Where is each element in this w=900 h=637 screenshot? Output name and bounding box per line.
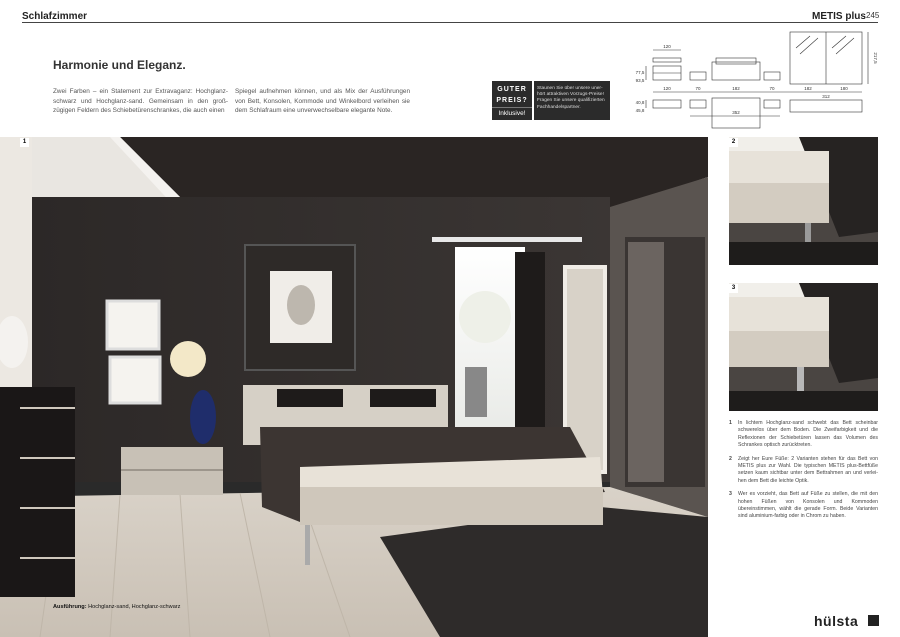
dim-label: 45,8	[635, 108, 645, 113]
caption-text: Zeigt her Eure Füße: 2 Varianten stehen für das Bett von METIS plus zur Wahl. Die typischen METIS plus-Bettfüße setzen kaum sichtbar unter dem Bettrahmen an und verlei-hen dem Bett die leichte Optik.	[738, 455, 878, 484]
dim-label: 70	[769, 86, 775, 91]
caption-text: Wer es vorzieht, das Bett auf Füße zu stellen, die mit den hohen Füßen von Konsolen und Kommoden übereinstimmen, wählt die gerade Form. Beide Varianten sind aluminium-farbig oder in Chrom zu haben.	[738, 491, 878, 520]
detail-photo-2	[729, 137, 878, 265]
technical-drawing	[618, 28, 880, 132]
bed-foot-detail-2	[729, 283, 878, 411]
dim-label: 77,5	[635, 70, 645, 75]
dim-label: 217,5	[873, 52, 878, 64]
intro-column-2: Spiegel aufnehmen können, und als Mix der Ausführungen von Bett, Konsolen, Kommode und Winkelbord verleihen sie dem Schlafraum eine unverwechselbare elegante Note.	[235, 88, 410, 115]
caption-text: In lichtem Hochglanz-sand schwebt das Bett scheinbar schwerelos über dem Boden. Die Zweifarbigkeit und die Reflexionen der Schiebetüren lassen das Volumen des Schrankes optisch zurücktreten.	[738, 420, 878, 449]
execution-note	[53, 604, 180, 610]
caption-item	[729, 456, 878, 486]
caption-number: 1	[729, 420, 732, 426]
page-number: 245	[866, 11, 880, 20]
price-badge	[492, 81, 532, 120]
captions	[729, 420, 878, 527]
bedroom-illustration	[0, 137, 708, 637]
intro-column-1: Zwei Farben – ein Statement zur Extravaganz: Hochglanz-schwarz und Hochglanz-sand. Gemeinsam in den groß-zügigen Feldern des Schiebetürenschrankes, die auch einen	[53, 88, 228, 115]
photo-number: 3	[729, 284, 738, 293]
dim-label: 93,5	[635, 78, 645, 83]
badge-line-1: GUTER	[497, 86, 527, 93]
detail-photo-3	[729, 283, 878, 411]
dim-label: 312	[822, 94, 830, 99]
dim-label: 182	[732, 86, 740, 91]
product-name: METIS plus	[812, 11, 866, 22]
dim-label: 120	[663, 44, 671, 49]
brand-logo-icon	[868, 615, 879, 626]
photo-number: 2	[729, 138, 738, 147]
badge-line-2: PREIS?	[496, 97, 528, 104]
dim-label: 352	[732, 110, 740, 115]
caption-item	[729, 491, 878, 521]
badge-line-3: Inklusive!	[492, 107, 532, 119]
execution-label: Ausführung:	[53, 604, 87, 610]
caption-number: 3	[729, 491, 732, 498]
dim-label: 180	[840, 86, 848, 91]
bed-foot-detail-1	[729, 137, 878, 265]
caption-item	[729, 420, 878, 450]
photo-number: 1	[20, 138, 29, 147]
caption-number: 2	[729, 455, 732, 462]
headline: Harmonie und Eleganz.	[53, 58, 186, 72]
dim-label: 120	[663, 86, 671, 91]
header-rule	[22, 22, 878, 23]
badge-text: Staunen Sie über unsere uner-hört attraktiven Vorzugs-Preise! Fragen Sie unsere qualifizierten Fachhandelspartner.	[534, 81, 610, 120]
dim-label: 40,8	[635, 100, 645, 105]
dim-label: 182	[804, 86, 812, 91]
section-title: Schlafzimmer	[22, 11, 88, 22]
dim-label: 70	[695, 86, 701, 91]
execution-value: Hochglanz-sand, Hochglanz-schwarz	[88, 604, 181, 610]
main-photo	[0, 137, 708, 637]
brand-logo: hülsta	[814, 613, 859, 629]
